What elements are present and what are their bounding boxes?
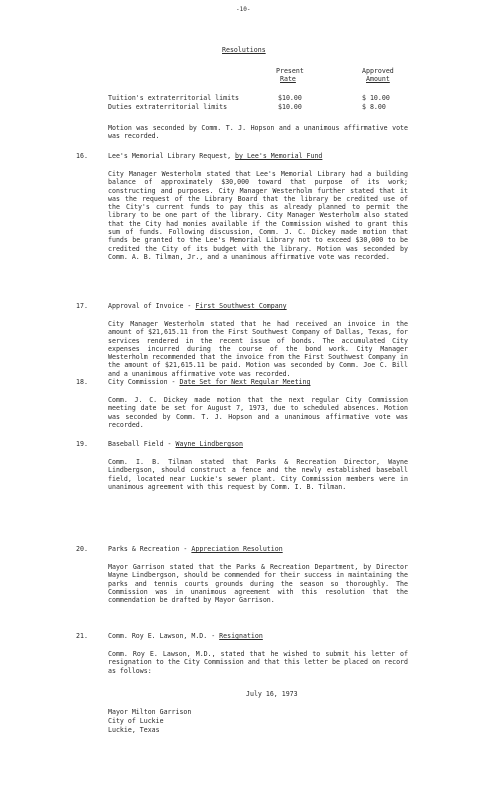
motion-paragraph: Motion was seconded by Comm. T. J. Hopson and a unanimous affirmative vote was recorded. xyxy=(108,124,408,141)
item-body: Mayor Garrison stated that the Parks & Recreation Department, by Director Wayne Lindbergson, should be commended for their success in maintaining the parks and tennis courts grounds during the season so thoroughly. The Commission was in unanimous agreement with this resolution that the commendation be drafted by Mayor Garrison. xyxy=(108,563,408,605)
item-number: 20. xyxy=(76,545,88,553)
item-body: Comm. Roy E. Lawson, M.D., stated that he wished to submit his letter of resignation to the City Commission and that this letter be placed on record as follows: xyxy=(108,650,408,675)
table-row-label: Duties extraterritorial limits xyxy=(108,103,228,111)
heading-text: Approval of Invoice - xyxy=(108,302,196,310)
heading-text: Comm. Roy E. Lawson, M.D. - xyxy=(108,632,220,640)
table-row-amount: $ 8.00 xyxy=(362,103,386,111)
heading-underlined: Wayne Lindbergson xyxy=(175,440,243,448)
item-body: Comm. I. B. Tilman stated that Parks & Recreation Director, Wayne Lindbergson, should construct a fence and the newly established baseball field, located near Luckie's sewer plant. City Commission members were in unanimous agreement with this request by Comm. I. B. Tilman. xyxy=(108,458,408,491)
table-row-rate: $10.00 xyxy=(278,94,302,102)
heading-text: Baseball Field - xyxy=(108,440,176,448)
amount-header-line1: Approved xyxy=(362,67,394,75)
item-heading xyxy=(108,440,243,448)
letter-recipient-line: Luckie, Texas xyxy=(108,726,160,734)
rate-header-line1: Present xyxy=(276,67,304,75)
amount-header-line2: Amount xyxy=(366,75,390,83)
heading-text: City Commission - xyxy=(108,378,180,386)
heading-underlined: Appreciation Resolution xyxy=(191,545,283,553)
item-body: City Manager Westerholm stated that he had received an invoice in the amount of $21,615.11 from the First Southwest Company of Dallas, Texas, for services rendered in the recent issue of bonds. The accumulated City expenses incurred during the course of the bond work. City Manager Westerholm recommended that the invoice from the First Southwest Company in the amount of $21,615.11 be paid. Motion was seconded by Comm. Joe C. Bill and a unanimous affirmative vote was recorded. xyxy=(108,320,408,378)
table-row-rate: $10.00 xyxy=(278,103,302,111)
item-heading xyxy=(108,632,263,640)
item-number: 17. xyxy=(76,302,88,310)
item-body: Comm. J. C. Dickey made motion that the next regular City Commission meeting date be set for August 7, 1973, due to scheduled absences. Motion was seconded by Comm. T. J. Hopson and a unanimous affirmative vote was recorded. xyxy=(108,396,408,429)
item-body: City Manager Westerholm stated that Lee's Memorial Library had a building balance of approximately $30,000 toward that purpose of its work; constructing and purposes. City Manager Westerholm further stated that it was the request of the Library Board that the library be credited use of the City's current funds to pay this as already planned to permit the library to be one part of the library. City Manager Westerholm also stated that the City had monies available if the Commission wished to grant this sum of funds. Following discussion, Comm. J. C. Dickey made motion that funds be granted to the Lee's Memorial Library not to exceed $30,000 to be credited the City of its budget with the library. Motion was seconded by Comm. A. B. Tilman, Jr., and a unanimous affirmative vote was recorded. xyxy=(108,170,408,261)
letter-recipient-line: Mayor Milton Garrison xyxy=(108,708,192,716)
letter-date: July 16, 1973 xyxy=(246,690,298,698)
item-heading xyxy=(108,378,310,386)
page-number: -10- xyxy=(236,6,251,13)
table-row-amount: $ 10.00 xyxy=(362,94,390,102)
heading-underlined: First Southwest Company xyxy=(195,302,287,310)
item-number: 21. xyxy=(76,632,88,640)
item-number: 19. xyxy=(76,440,88,448)
heading-text: Lee's Memorial Library Request, xyxy=(108,152,236,160)
heading-underlined: Date Set for Next Regular Meeting xyxy=(179,378,311,386)
table-row-label: Tuition's extraterritorial limits xyxy=(108,94,240,102)
heading-text: Parks & Recreation - xyxy=(108,545,192,553)
heading-underlined: Resignation xyxy=(219,632,263,640)
item-heading xyxy=(108,302,287,310)
rate-header-line2: Rate xyxy=(280,75,296,83)
section-title: Resolutions xyxy=(222,46,266,54)
item-number: 16. xyxy=(76,152,88,160)
item-number: 18. xyxy=(76,378,88,386)
item-heading xyxy=(108,152,322,160)
letter-recipient-line: City of Luckie xyxy=(108,717,164,725)
item-heading xyxy=(108,545,283,553)
heading-underlined: by Lee's Memorial Fund xyxy=(235,152,323,160)
